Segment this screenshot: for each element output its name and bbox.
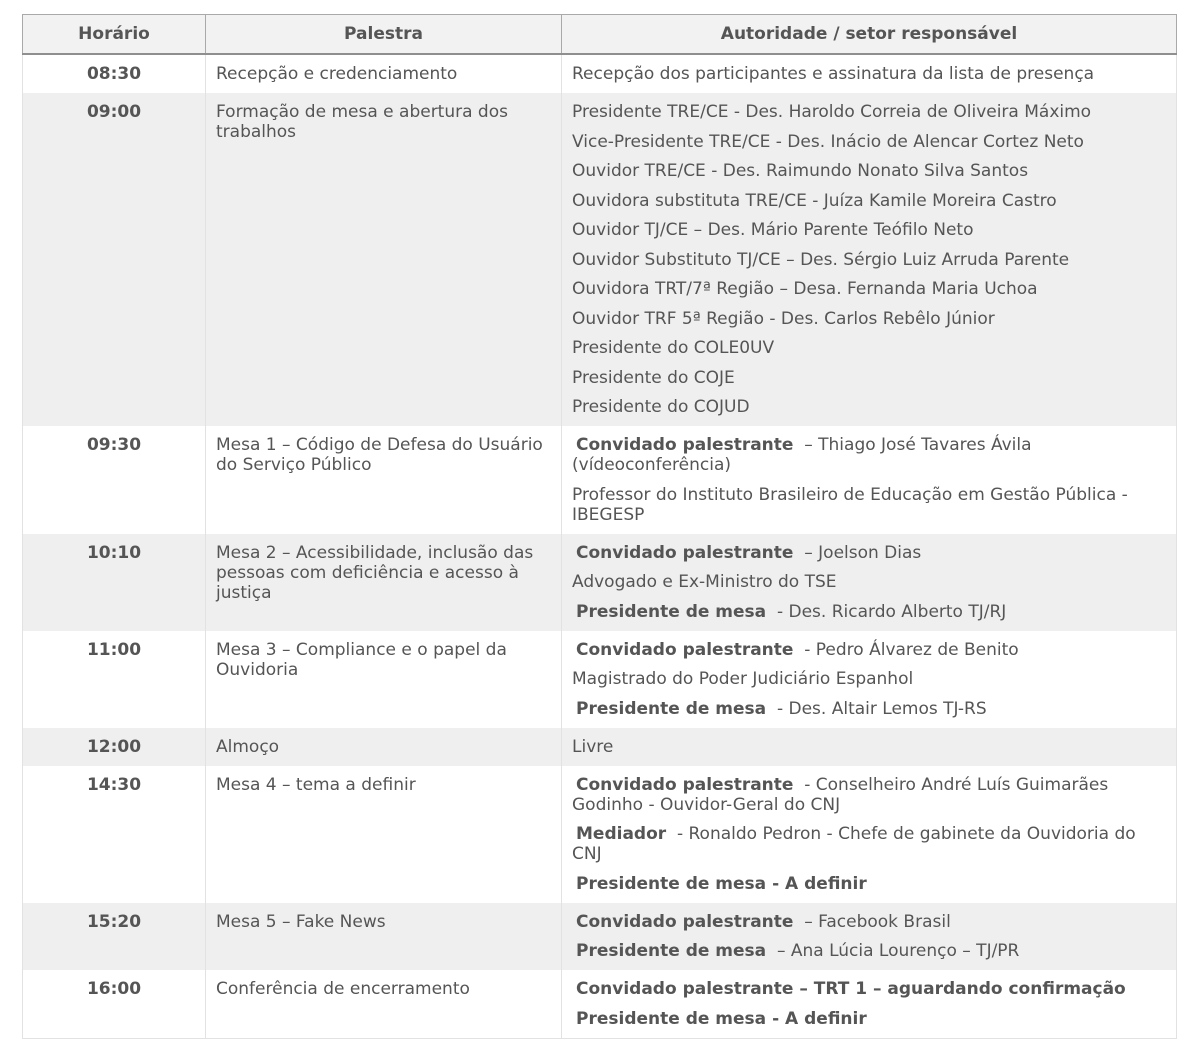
authority-text: – Thiago José Tavares Ávila (vídeoconferência) — [572, 435, 1037, 475]
authority-line — [572, 102, 1166, 122]
authority-text: Ouvidora TRT/7ª Região – Desa. Fernanda Maria Uchoa — [572, 279, 1038, 299]
authority-line — [572, 64, 1166, 84]
time-cell: 14:30 — [23, 766, 206, 903]
authority-cell — [562, 903, 1177, 971]
time-cell: 11:00 — [23, 631, 206, 728]
authority-text: Livre — [572, 736, 614, 757]
authority-line — [572, 250, 1166, 270]
authority-line — [572, 941, 1166, 961]
authority-cell — [562, 728, 1177, 766]
table-row — [23, 903, 1177, 971]
talk-cell: Mesa 2 – Acessibilidade, inclusão das pessoas com deficiência e acesso à justiça — [206, 534, 562, 631]
table-row — [23, 54, 1177, 93]
authority-line — [572, 132, 1166, 152]
authority-line — [572, 737, 1166, 757]
authority-cell — [562, 426, 1177, 534]
authority-text: Ouvidor TRE/CE - Des. Raimundo Nonato Silva Santos — [572, 161, 1029, 181]
authority-text: Magistrado do Poder Judiciário Espanhol — [572, 669, 914, 689]
role-label: Convidado palestrante — [576, 542, 794, 563]
authority-line — [572, 1009, 1166, 1029]
table-row — [23, 93, 1177, 426]
talk-cell: Recepção e credenciamento — [206, 54, 562, 93]
authority-text: - Des. Altair Lemos TJ-RS — [766, 698, 987, 719]
authority-text: Ouvidor TJ/CE – Des. Mário Parente Teófilo Neto — [572, 220, 974, 240]
time-cell: 09:30 — [23, 426, 206, 534]
authority-line — [572, 640, 1166, 660]
authority-line — [572, 874, 1166, 894]
authority-line — [572, 161, 1166, 181]
authority-line — [572, 699, 1166, 719]
authority-text: Recepção dos participantes e assinatura da lista de presença — [572, 64, 1095, 84]
authority-text: Presidente do COJUD — [572, 397, 750, 417]
table-row — [23, 970, 1177, 1038]
table-header — [23, 15, 1177, 55]
authority-line — [572, 338, 1166, 358]
authority-line — [572, 191, 1166, 211]
time-cell: 15:20 — [23, 903, 206, 971]
authority-line — [572, 669, 1166, 689]
agenda-table — [22, 14, 1177, 1039]
authority-line — [572, 543, 1166, 563]
talk-cell: Mesa 3 – Compliance e o papel da Ouvidoria — [206, 631, 562, 728]
authority-line — [572, 435, 1166, 475]
authority-text: Presidente do COLE0UV — [572, 338, 775, 358]
role-label: Presidente de mesa — [576, 601, 767, 622]
header-talk: Palestra — [206, 15, 562, 55]
talk-cell: Formação de mesa e abertura dos trabalhos — [206, 93, 562, 426]
authority-line — [572, 485, 1166, 525]
authority-line — [572, 309, 1166, 329]
header-authority: Autoridade / setor responsável — [562, 15, 1177, 55]
authority-line — [572, 912, 1166, 932]
authority-text: Ouvidor TRF 5ª Região - Des. Carlos Rebêlo Júnior — [572, 308, 995, 329]
authority-cell — [562, 534, 1177, 631]
authority-line — [572, 220, 1166, 240]
talk-cell: Mesa 1 – Código de Defesa do Usuário do Serviço Público — [206, 426, 562, 534]
table-row — [23, 766, 1177, 903]
talk-cell: Mesa 4 – tema a definir — [206, 766, 562, 903]
authority-line — [572, 979, 1166, 999]
authority-cell — [562, 970, 1177, 1038]
authority-line — [572, 279, 1166, 299]
authority-text: - Pedro Álvarez de Benito — [793, 639, 1019, 660]
authority-cell — [562, 631, 1177, 728]
authority-text: Presidente do COJE — [572, 367, 735, 388]
role-label: Presidente de mesa — [576, 698, 767, 719]
authority-text: Presidente TRE/CE - Des. Haroldo Correia de Oliveira Máximo — [572, 102, 1092, 122]
authority-cell — [562, 766, 1177, 903]
time-cell: 12:00 — [23, 728, 206, 766]
authority-text: Professor do Instituto Brasileiro de Educação em Gestão Pública - IBEGESP — [572, 484, 1134, 525]
authority-text: – Facebook Brasil — [793, 911, 951, 932]
role-label: Convidado palestrante — [576, 911, 794, 932]
role-label: Presidente de mesa - A definir — [576, 1008, 867, 1029]
time-cell: 08:30 — [23, 54, 206, 93]
table-row — [23, 426, 1177, 534]
authority-text: – Ana Lúcia Lourenço – TJ/PR — [766, 941, 1020, 961]
role-label: Presidente de mesa — [576, 941, 767, 961]
header-row — [23, 15, 1177, 55]
authority-text: Ouvidor Substituto TJ/CE – Des. Sérgio Luiz Arruda Parente — [572, 249, 1070, 270]
header-time: Horário — [23, 15, 206, 55]
authority-text: - Ronaldo Pedron - Chefe de gabinete da Ouvidoria do CNJ — [572, 824, 1142, 864]
time-cell: 09:00 — [23, 93, 206, 426]
authority-text: Ouvidora substituta TRE/CE - Juíza Kamile Moreira Castro — [572, 190, 1057, 211]
authority-line — [572, 397, 1166, 417]
table-row — [23, 534, 1177, 631]
role-label: Mediador — [576, 824, 667, 844]
talk-cell: Mesa 5 – Fake News — [206, 903, 562, 971]
authority-text: - Conselheiro André Luís Guimarães Godinho - Ouvidor-Geral do CNJ — [572, 774, 1114, 815]
role-label: Presidente de mesa - A definir — [576, 873, 867, 894]
time-cell: 16:00 — [23, 970, 206, 1038]
authority-text: Vice-Presidente TRE/CE - Des. Inácio de Alencar Cortez Neto — [572, 131, 1084, 152]
time-cell: 10:10 — [23, 534, 206, 631]
table-body — [23, 54, 1177, 1038]
authority-cell — [562, 54, 1177, 93]
talk-cell: Conferência de encerramento — [206, 970, 562, 1038]
table-row — [23, 728, 1177, 766]
role-label: Convidado palestrante — [576, 435, 794, 455]
role-label: Convidado palestrante – TRT 1 – aguardando confirmação — [576, 979, 1126, 999]
authority-line — [572, 368, 1166, 388]
authority-text: – Joelson Dias — [793, 542, 922, 563]
table-row — [23, 631, 1177, 728]
authority-text: Advogado e Ex-Ministro do TSE — [572, 572, 837, 592]
authority-line — [572, 824, 1166, 864]
talk-cell: Almoço — [206, 728, 562, 766]
authority-line — [572, 572, 1166, 592]
authority-line — [572, 775, 1166, 815]
authority-text: - Des. Ricardo Alberto TJ/RJ — [766, 601, 1007, 622]
authority-cell — [562, 93, 1177, 426]
role-label: Convidado palestrante — [576, 774, 794, 795]
authority-line — [572, 602, 1166, 622]
role-label: Convidado palestrante — [576, 639, 794, 660]
